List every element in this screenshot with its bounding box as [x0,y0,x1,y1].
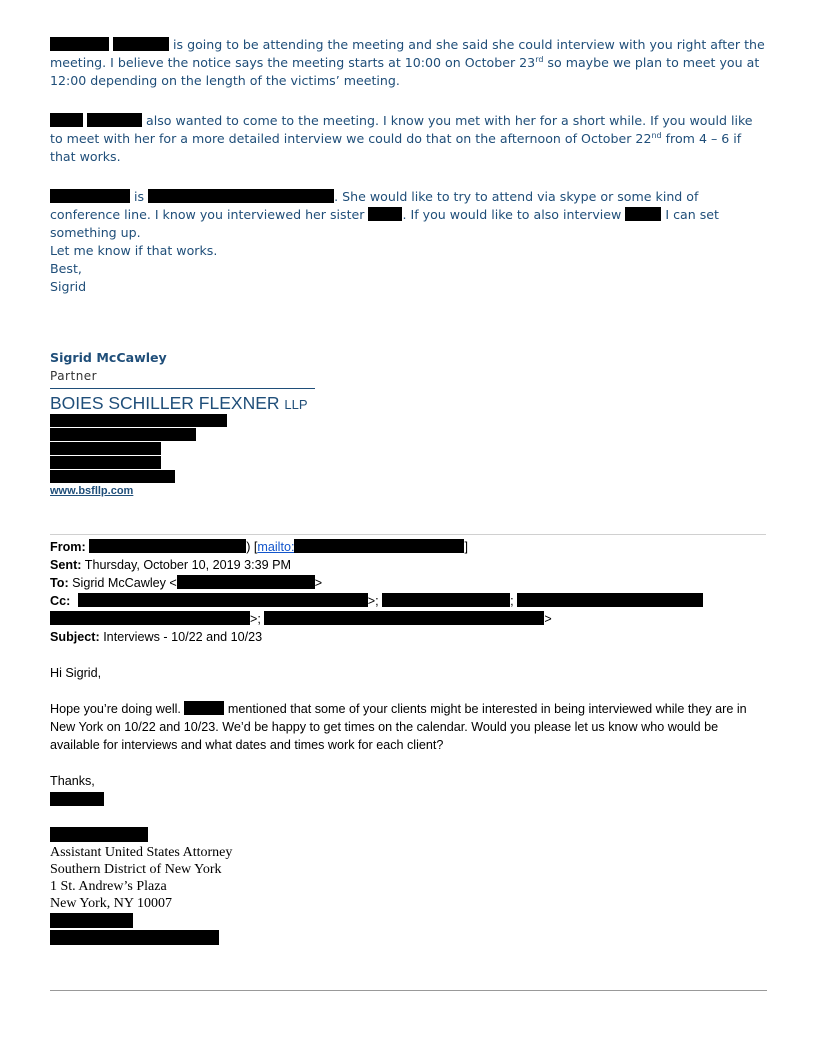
redaction [50,37,109,51]
redaction [50,611,250,625]
to-line [50,574,780,592]
signature-title: Partner [50,369,98,383]
sig-office: Southern District of New York [50,862,222,877]
redaction [184,701,224,715]
redaction [177,575,315,589]
subject-value: Interviews - 10/22 and 10/23 [103,630,263,644]
to-label: To: [50,576,69,590]
redaction [50,827,148,842]
redaction [50,470,175,483]
cc-separator: ; [510,594,514,608]
from-line [50,538,780,556]
redaction [50,913,133,928]
cc-close: > [544,612,552,626]
subject-label: Subject: [50,630,100,644]
firm-name: BOIES SCHILLER FLEXNER [50,393,280,413]
original-body [50,700,766,754]
cc-label: Cc: [50,594,71,608]
redaction [87,113,142,127]
reply-p1-text-2: so maybe we plan to meet you at 12:00 depending on the length of the victims’ meeting. [50,55,760,88]
reply-p1-text: is going to be attending the meeting and she said she could interview with you right after the meeting. I believe the notice says the meeting starts at 10:00 on October 23 [50,37,765,70]
divider [50,534,766,535]
from-label: From: [50,540,86,554]
redaction [50,792,104,806]
superscript: rd [535,54,544,64]
redaction [625,207,661,221]
signature-name: Sigrid McCawley [50,350,167,365]
sent-value: Thursday, October 10, 2019 3:39 PM [84,558,292,572]
cc-separator: >; [250,612,261,626]
redaction [78,593,368,607]
reply-p2-text: also wanted to come to the meeting. I know you met with her for a short while. If you would like to meet with her for a more detailed interview we could do that on the afternoon of October 22 [50,113,753,146]
greeting: Hi Sigrid, [50,666,102,680]
closing-line: Let me know if that works. [50,243,218,258]
redaction [50,442,161,455]
mailto-close: ] [464,540,468,554]
redaction [264,611,544,625]
cc-separator: >; [367,594,379,608]
redaction [50,113,83,127]
thanks: Thanks, [50,774,95,788]
website-link[interactable]: www.bsfllp.com [50,485,134,497]
mailto-open: ) [ [246,540,258,554]
redaction [148,189,334,203]
body-text: Hope you’re doing well. [50,702,181,716]
mailto-link[interactable]: mailto: [257,540,295,554]
reply-paragraph-3 [50,188,766,242]
redaction [382,593,510,607]
reply-p3-text-3: I can set something up. [50,207,719,240]
redaction [50,189,130,203]
closing-line: Best, [50,261,82,276]
to-close: > [314,576,323,590]
redaction [50,456,161,469]
sig-address-2: New York, NY 10007 [50,896,172,911]
reply-p3-text-2: . If you would like to also interview [402,207,622,222]
redaction [368,207,402,221]
reply-paragraph-1 [50,36,766,90]
redaction [50,428,196,441]
reply-p3-is: is [134,189,145,204]
to-value: Sigrid McCawley < [72,576,177,590]
reply-p3-text: . She would like to try to attend via skype or some kind of conference line. I know you interviewed her sister [50,189,699,222]
closing-line: Sigrid [50,279,87,294]
firm-logo [50,393,308,414]
cc-line [50,592,780,610]
reply-p2-text-2: from 4 – 6 if that works. [50,131,742,164]
redaction [517,593,703,607]
reply-closing [50,242,766,296]
reply-paragraph-2 [50,112,766,166]
redaction [294,539,464,553]
superscript: nd [651,130,662,140]
subject-line [50,628,780,646]
redaction [50,414,227,427]
redaction [89,539,246,553]
cc-line-2 [50,610,780,628]
divider [50,388,315,389]
sent-label: Sent: [50,558,82,572]
sig-address-1: 1 St. Andrew’s Plaza [50,879,167,894]
sent-line [50,556,780,574]
divider [50,990,767,991]
redaction [50,930,219,945]
sig-title: Assistant United States Attorney [50,845,233,860]
redaction [113,37,169,51]
body-text-2: mentioned that some of your clients might be interested in being interviewed while they are in New York on 10/22 and 10/23. We’d be happy to get times on the calendar. Would you please let us know who would be available for interviews and what dates and times work for each client? [50,702,747,752]
firm-suffix: LLP [284,397,308,412]
